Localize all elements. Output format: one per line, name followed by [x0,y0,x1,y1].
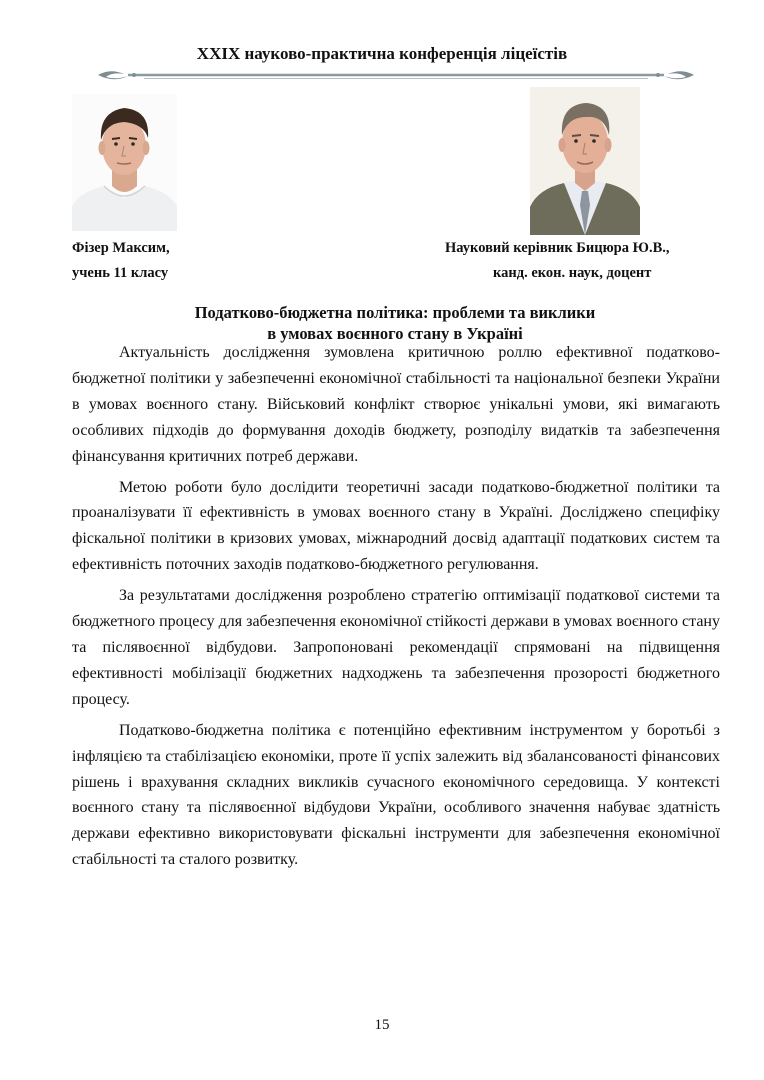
article-title-line-2: в умовах воєнного стану в Україні [267,324,523,343]
advisor-role: канд. екон. наук, доцент [493,265,652,281]
conference-title: XXIX науково-практична конференція ліцеїстів [196,44,568,63]
advisor-photo [530,87,640,235]
article-title-line-1: Податково-бюджетна політика: проблеми та виклики [194,303,596,322]
student-photo [72,94,177,231]
decorative-divider-icon [98,66,694,84]
paragraph-conclusion: Податково-бюджетна політика є потенційно ефективним інструментом у боротьбі з інфляцією та стабілізацією економіки, проте її успіх залежить від збалансованості фінансових рішень і врахування складних викликів сучасного економічного середовища. У контексті воєнного стану та післявоєнної відбудови України, особливого значення набуває здатність держави ефективно використовувати фіскальні інструменти для забезпечення економічної стабільності та сталого розвитку. [72,721,720,869]
article-title [80,302,710,344]
article-body [72,340,720,878]
paragraph-results: За результатами дослідження розроблено стратегію оптимізації податкової системи та бюджетного процесу для забезпечення економічної стійкості держави в умовах воєнного стану та післявоєнної відбудови. Запропоновані рекомендації спрямовані на підвищення ефективності мобілізації бюджетних надходжень та забезпечення прозорості бюджетного процесу. [72,587,720,708]
student-name: Фізер Максим, [72,240,170,256]
page-number: 15 [374,1017,390,1033]
paragraph-relevance: Актуальність дослідження зумовлена критичною роллю ефективної податково-бюджетної політики у забезпеченні економічної стабільності та національної безпеки України в умовах воєнного стану. Військовий конфлікт створює унікальні умови, які вимагають особливих підходів до формування доходів бюджету, розподілу видатків та забезпечення фінансування критичних потреб держави. [72,344,720,465]
paragraph-goal: Метою роботи було дослідити теоретичні засади податково-бюджетної політики та проаналізувати її ефективність в умовах воєнного стану в Україні. Досліджено специфіку фіскальної політики в кризових умовах, міжнародний досвід адаптації податкових систем та ефективність поточних заходів податково-бюджетного регулювання. [72,478,720,574]
student-role: учень 11 класу [72,265,169,281]
advisor-name: Науковий керівник Бицюра Ю.В., [445,240,670,256]
